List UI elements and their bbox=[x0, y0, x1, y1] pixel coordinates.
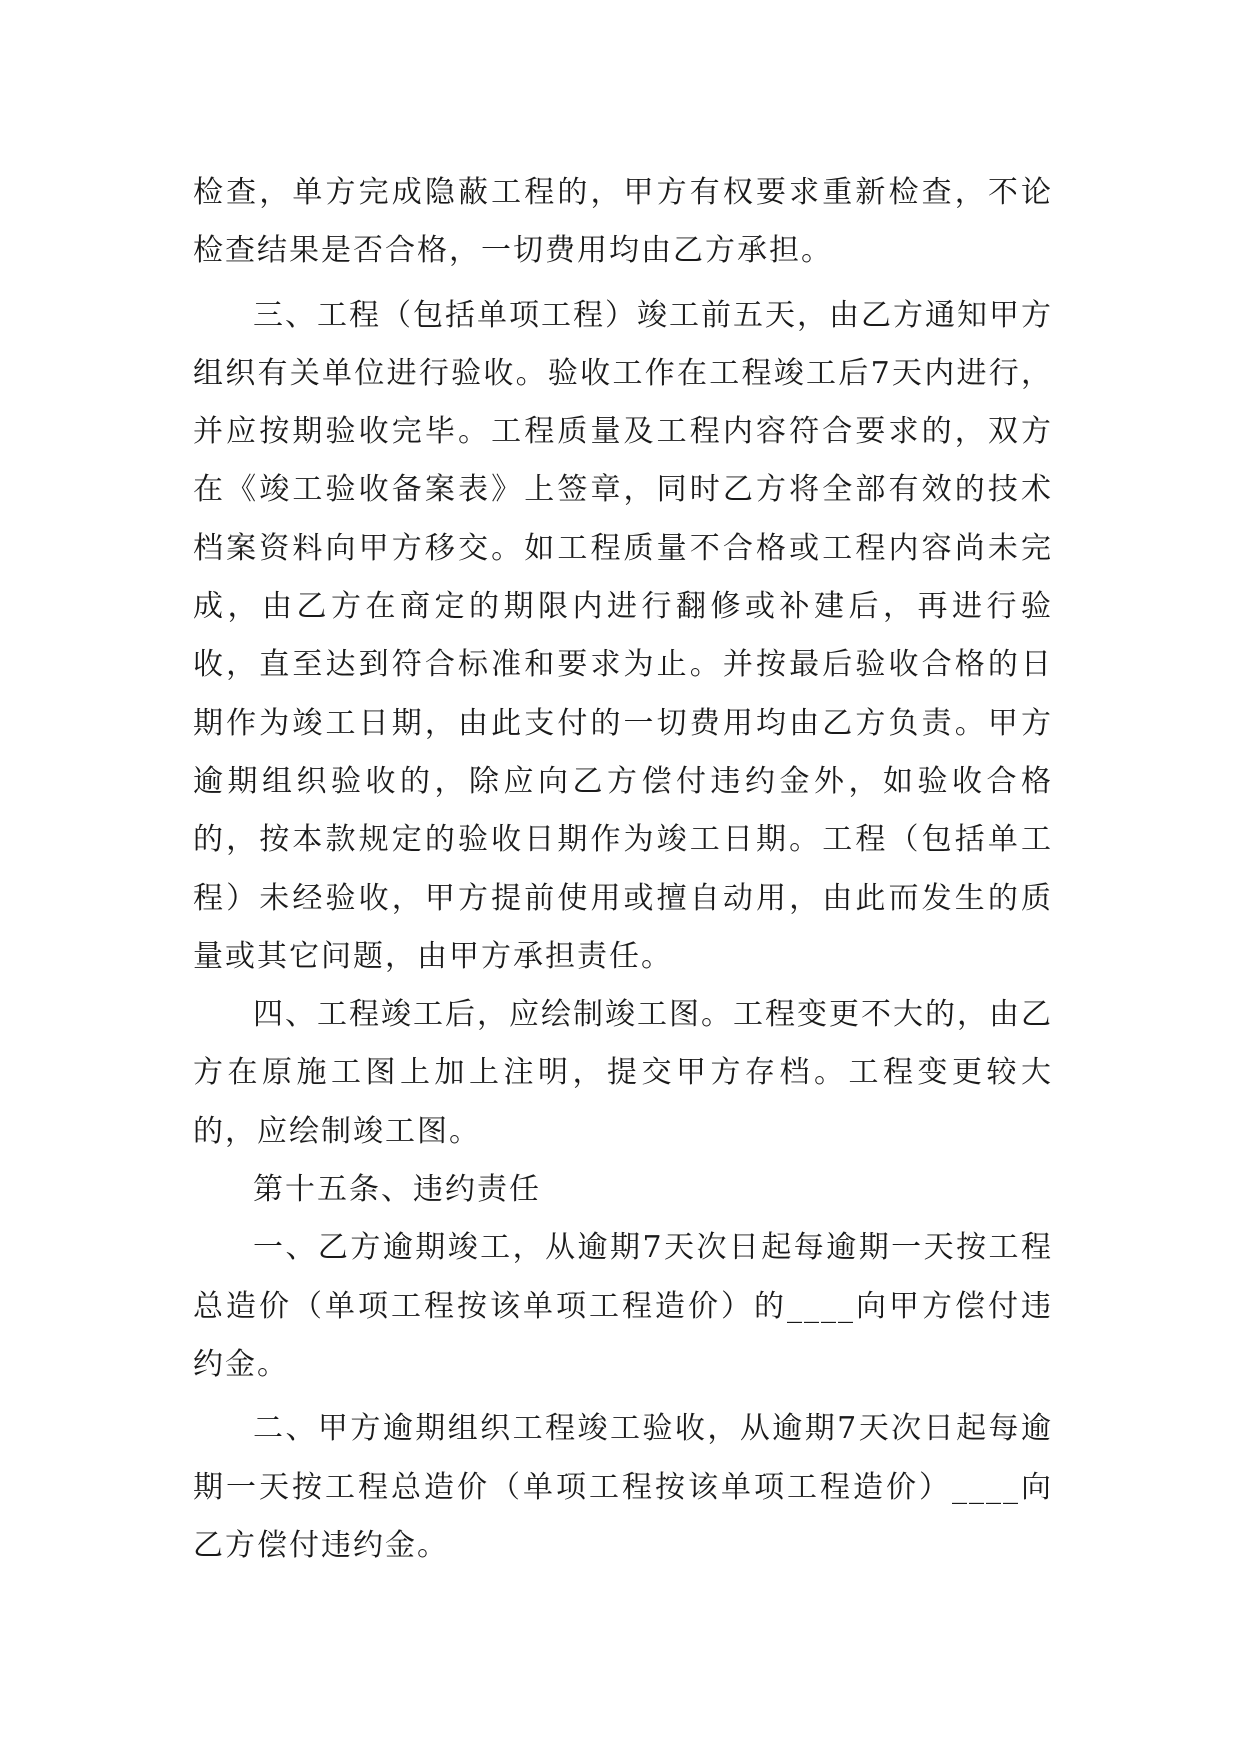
paragraph-clause-three-acceptance: 三、工程（包括单项工程）竣工前五天，由乙方通知甲方组织有关单位进行验收。验收工作在工程竣工后7天内进行，并应按期验收完毕。工程质量及工程内容符合要求的，双方在《竣工验收备案表》上签章，同时乙方将全部有效的技术档案资料向甲方移交。如工程质量不合格或工程内容尚未完成，由乙方在商定的期限内进行翻修或补建后，再进行验收，直至达到符合标准和要求为止。并按最后验收合格的日期作为竣工日期，由此支付的一切费用均由乙方负责。甲方逾期组织验收的，除应向乙方偿付违约金外，如验收合格的，按本款规定的验收日期作为竣工日期。工程（包括单工程）未经验收，甲方提前使用或擅自动用，由此而发生的质量或其它问题，由甲方承担责任。 bbox=[193, 297, 1053, 974]
section-heading-article-15: 第十五条、违约责任 bbox=[253, 1172, 541, 1208]
paragraph-inspection-continued: 检查，单方完成隐蔽工程的，甲方有权要求重新检查，不论检查结果是否合格，一切费用均由乙方承担。 bbox=[193, 175, 1053, 269]
paragraph-clause-four-as-built-drawings: 四、工程竣工后，应绘制竣工图。工程变更不大的，由乙方在原施工图上加上注明，提交甲方存档。工程变更较大的，应绘制竣工图。 bbox=[193, 997, 1053, 1149]
paragraph-liability-one: 一、乙方逾期竣工，从逾期7天次日起每逾期一天按工程总造价（单项工程按该单项工程造价）的____向甲方偿付违约金。 bbox=[193, 1230, 1053, 1382]
document-body bbox=[193, 164, 1053, 1575]
paragraph-liability-two: 二、甲方逾期组织工程竣工验收，从逾期7天次日起每逾期一天按工程总造价（单项工程按该单项工程造价）____向乙方偿付违约金。 bbox=[193, 1411, 1053, 1563]
